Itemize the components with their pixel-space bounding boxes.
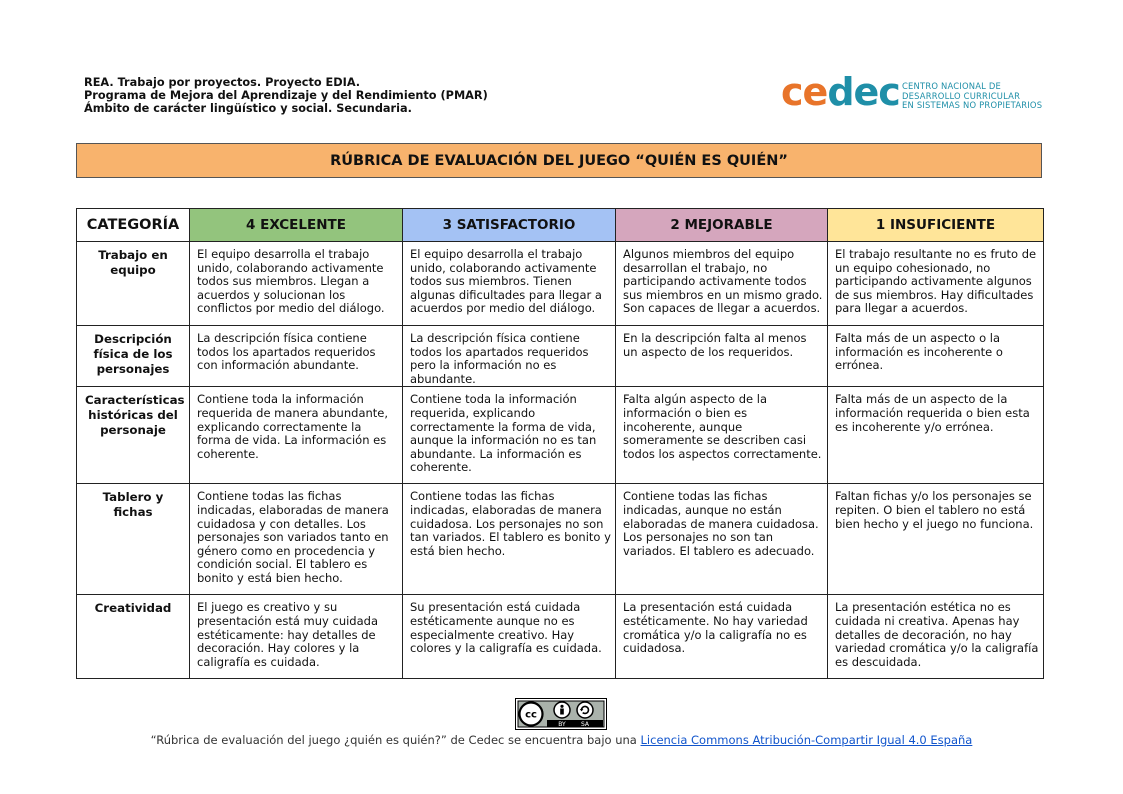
license-statement: “Rúbrica de evaluación del juego ¿quién es quién?” de Cedec se encuentra bajo una <box>150 733 637 747</box>
criteria-cell: Contiene todas las fichas indicadas, aunque no están elaboradas de manera cuidadosa. Los personajes no son tan variados. El tablero es adecuado. <box>616 484 828 595</box>
cedec-logo-text: CENTRO NACIONAL DE DESARROLLO CURRICULAR EN SISTEMAS NO PROPIETARIOS <box>902 81 1043 110</box>
badge-by-label: BY <box>558 721 566 729</box>
criteria-cell: En la descripción falta al menos un aspecto de los requeridos. <box>616 326 828 387</box>
criteria-cell: El equipo desarrolla el trabajo unido, colaborando activamente todos sus miembros. Llegan a acuerdos y solucionan los conflictos por medio del diálogo. <box>190 242 403 326</box>
criteria-cell: Falta más de un aspecto o la información es incoherente o errónea. <box>828 326 1044 387</box>
license-footer <box>0 733 1123 747</box>
header-level-satisfactorio: 3 SATISFACTORIO <box>403 209 616 242</box>
criteria-cell: La descripción física contiene todos los apartados requeridos con información abundante. <box>190 326 403 387</box>
table-row <box>77 484 1044 595</box>
header-line-scope: Ámbito de carácter lingüístico y social. Secundaria. <box>84 102 412 115</box>
table-row <box>77 242 1044 326</box>
cedec-logo <box>781 70 1043 114</box>
header-level-excelente: 4 EXCELENTE <box>190 209 403 242</box>
criteria-cell: Falta más de un aspecto de la información requerida o bien esta es incoherente y/o errónea. <box>828 387 1044 484</box>
table-row <box>77 387 1044 484</box>
license-link[interactable]: Licencia Commons Atribución-Compartir Igual 4.0 España <box>640 733 973 747</box>
criteria-cell: El juego es creativo y su presentación está muy cuidada estéticamente: hay detalles de decoración. Hay colores y la caligrafía es cuidada. <box>190 595 403 679</box>
row-category-name: Tablero y fichas <box>77 484 190 595</box>
criteria-cell: El trabajo resultante no es fruto de un equipo cohesionado, no participando activamente algunos de sus miembros. Hay dificultades para llegar a acuerdos. <box>828 242 1044 326</box>
svg-text:cc: cc <box>525 709 537 721</box>
rubric-table <box>76 208 1044 679</box>
criteria-cell: El equipo desarrolla el trabajo unido, colaborando activamente todos sus miembros. Tienen algunas dificultades para llegar a acuerdos por medio del diálogo. <box>403 242 616 326</box>
share-alike-icon <box>577 702 593 718</box>
header-level-mejorable: 2 MEJORABLE <box>616 209 828 242</box>
criteria-cell: Falta algún aspecto de la información o bien es incoherente, aunque someramente se describen casi todos los aspectos correctamente. <box>616 387 828 484</box>
criteria-cell: Contiene toda la información requerida de manera abundante, explicando correctamente la forma de vida. La información es coherente. <box>190 387 403 484</box>
row-category-name: Características históricas del personaje <box>77 387 190 484</box>
badge-sa-label: SA <box>580 721 590 729</box>
header-level-insuficiente: 1 INSUFICIENTE <box>828 209 1044 242</box>
table-header-row <box>77 209 1044 242</box>
criteria-cell: Faltan fichas y/o los personajes se repiten. O bien el tablero no está bien hecho y el juego no funciona. <box>828 484 1044 595</box>
cc-by-sa-badge <box>515 698 607 730</box>
row-category-name: Trabajo en equipo <box>77 242 190 326</box>
row-category-name: Descripción física de los personajes <box>77 326 190 387</box>
criteria-cell: La presentación estética no es cuidada ni creativa. Apenas hay detalles de decoración, no hay variedad cromática y/o la caligrafía es descuidada. <box>828 595 1044 679</box>
criteria-cell: Algunos miembros del equipo desarrollan el trabajo, no participando activamente todos sus miembros en un mismo grado. Son capaces de llegar a acuerdos. <box>616 242 828 326</box>
header-line-program: Programa de Mejora del Aprendizaje y del Rendimiento (PMAR) <box>84 89 488 102</box>
header-line-rea: REA. Trabajo por proyectos. Proyecto EDIA. <box>84 76 361 89</box>
rubric-title: RÚBRICA DE EVALUACIÓN DEL JUEGO “QUIÉN ES QUIÉN” <box>76 143 1042 178</box>
table-row <box>77 326 1044 387</box>
cedec-wordmark: cedec <box>781 70 900 114</box>
criteria-cell: Contiene todas las fichas indicadas, elaboradas de manera cuidadosa y con detalles. Los personajes son variados tanto en género como en procedencia y condición social. El tablero es bonito y está bien hecho. <box>190 484 403 595</box>
header-category: CATEGORÍA <box>77 209 190 242</box>
criteria-cell: La presentación está cuidada estéticamente. No hay variedad cromática y/o la caligrafía no es cuidadosa. <box>616 595 828 679</box>
row-category-name: Creatividad <box>77 595 190 679</box>
criteria-cell: La descripción física contiene todos los apartados requeridos pero la información no es abundante. <box>403 326 616 387</box>
document-header <box>84 76 584 115</box>
criteria-cell: Contiene todas las fichas indicadas, elaboradas de manera cuidadosa. Los personajes no son tan variados. El tablero es bonito y está bien hecho. <box>403 484 616 595</box>
criteria-cell: Su presentación está cuidada estéticamente aunque no es especialmente creativo. Hay colores y la caligrafía es cuidada. <box>403 595 616 679</box>
criteria-cell: Contiene toda la información requerida, explicando correctamente la forma de vida, aunque la información no es tan abundante. La información es coherente. <box>403 387 616 484</box>
table-row <box>77 595 1044 679</box>
